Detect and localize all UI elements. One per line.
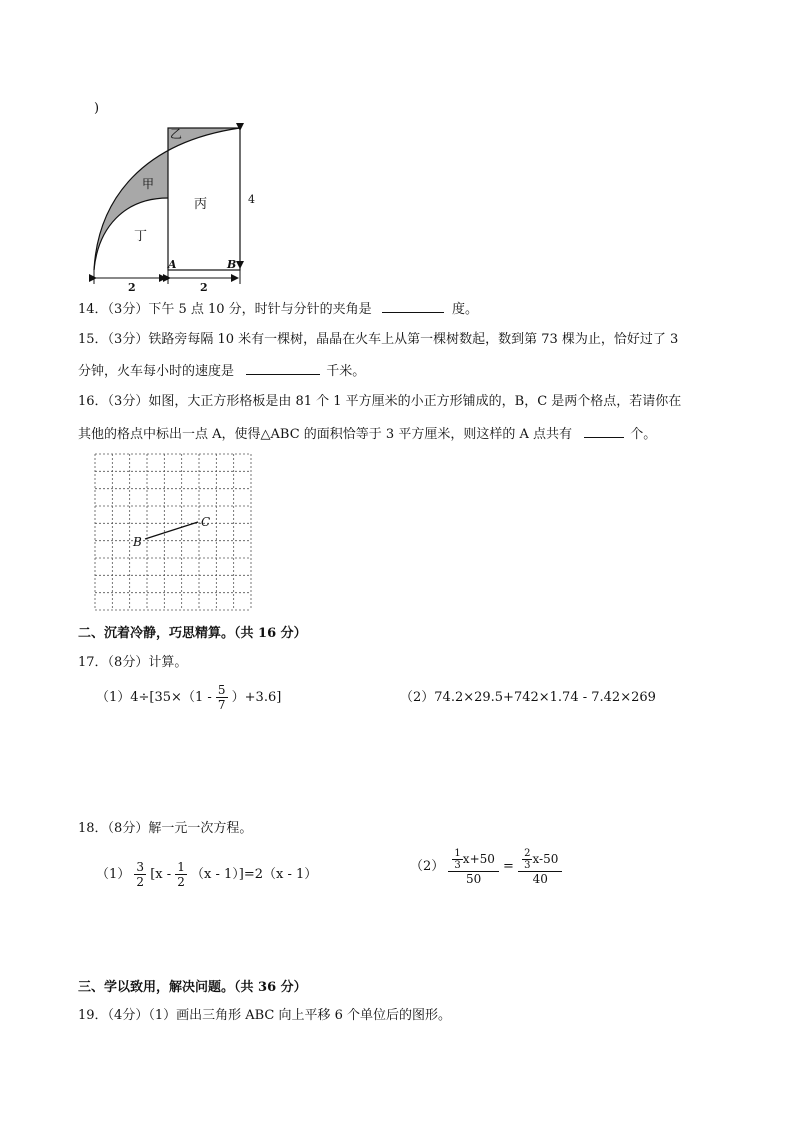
label-jia: 甲 — [142, 177, 155, 191]
fraction-denominator: 3 — [524, 860, 531, 871]
fraction-denominator: 2 — [177, 875, 185, 889]
dim-left: 2 — [128, 281, 136, 294]
question-19: 19．（4分）（1）画出三角形 ABC 向上平移 6 个单位后的图形。 — [78, 1008, 452, 1023]
q18-p1-suffix: （x - 1）]=2（x - 1） — [191, 867, 318, 882]
right-rest: x-50 — [532, 852, 559, 866]
fraction-denominator: 3 — [454, 860, 461, 871]
label-a: A — [168, 258, 177, 271]
q16-grid-svg — [93, 452, 253, 612]
q18-p1-fraction2 — [175, 860, 187, 889]
fraction-numerator: 2 — [524, 848, 531, 859]
section-3-title: 三、学以致用，解决问题。（共 36 分） — [78, 980, 307, 995]
label-bing: 丙 — [194, 197, 208, 212]
q16-suffix: 个。 — [630, 427, 657, 442]
q18-p1-prefix: （1） — [96, 867, 131, 882]
q14-unit: 度。 — [451, 302, 478, 317]
grid-lines — [95, 454, 251, 610]
continued-paren: ) — [94, 101, 100, 116]
q16-prefix: 其他的格点中标出一点 A，使得△ABC 的面积恰等于 3 平方厘米，则这样的 A 点共有 — [78, 427, 572, 442]
q16-answer-blank[interactable] — [584, 425, 624, 438]
q17-p1-prefix: （1）4÷[35×（1 - — [96, 690, 216, 705]
q14-answer-blank[interactable] — [382, 300, 444, 313]
segment-bc — [145, 522, 198, 539]
question-17-part2: （2）74.2×29.5+742×1.74 - 7.42×269 — [400, 690, 656, 705]
equals-sign: = — [503, 859, 514, 874]
question-18-part1 — [96, 858, 317, 892]
right-denominator: 40 — [532, 872, 548, 886]
grid-label-c: C — [201, 515, 211, 529]
question-15-line2 — [78, 362, 365, 381]
question-14 — [78, 300, 478, 319]
q15-suffix: 千米。 — [326, 364, 366, 379]
question-17-part1 — [96, 682, 281, 714]
fraction-numerator: 1 — [454, 848, 461, 859]
label-yi: 乙 — [170, 127, 183, 141]
label-ding: 丁 — [134, 229, 148, 244]
q15-answer-blank[interactable] — [246, 362, 320, 375]
fraction-numerator: 1 — [177, 860, 185, 874]
question-16-line1: 16．（3分）如图，大正方形格板是由 81 个 1 平方厘米的小正方形铺成的，B，C 是两个格点，若请你在 — [78, 394, 682, 409]
q14-text: 14．（3分）下午 5 点 10 分，时针与分针的夹角是 — [78, 302, 372, 317]
question-16-line2 — [78, 425, 656, 444]
fraction-numerator: 5 — [217, 683, 226, 697]
dim-right: 2 — [200, 281, 208, 294]
question-15-line1: 15．（3分）铁路旁每隔 10 米有一棵树，晶晶在火车上从第一棵树数起，数到第 73 棵为止，恰好过了 3 — [78, 332, 679, 347]
q18-p2-right-fraction — [518, 848, 562, 886]
fraction-numerator: 3 — [136, 860, 145, 874]
q17-p1-suffix: ）+3.6] — [231, 690, 282, 705]
q18-p2-left-fraction — [448, 848, 498, 886]
q15-prefix: 分钟，火车每小时的速度是 — [78, 364, 235, 379]
left-numerator — [448, 848, 498, 872]
fraction-denominator: 2 — [136, 875, 145, 889]
q18-p1-fraction1 — [134, 860, 146, 889]
question-17-stem: 17．（8分）计算。 — [78, 655, 188, 670]
q16-grid-figure — [93, 452, 253, 612]
question-18-stem: 18．（8分）解一元一次方程。 — [78, 821, 253, 836]
label-b: B — [227, 258, 237, 271]
left-denominator: 50 — [466, 872, 482, 886]
question-18-part2 — [410, 848, 562, 886]
left-rest: x+50 — [462, 852, 495, 866]
q17-p1-fraction — [216, 683, 228, 712]
q18-p1-mid: [x - — [150, 867, 176, 882]
q13-figure-svg — [84, 118, 274, 298]
left-small-fraction — [452, 848, 462, 871]
q13-figure — [84, 118, 274, 298]
section-2-title: 二、沉着冷静，巧思精算。（共 16 分） — [78, 626, 307, 641]
fraction-denominator: 7 — [217, 698, 226, 712]
right-small-fraction — [522, 848, 532, 871]
dim-height: 4 — [248, 193, 255, 206]
grid-label-b: B — [133, 535, 142, 549]
q18-p2-prefix: （2） — [410, 859, 445, 874]
small-arc — [94, 198, 168, 270]
big-arc — [94, 128, 240, 270]
right-numerator — [518, 848, 562, 872]
